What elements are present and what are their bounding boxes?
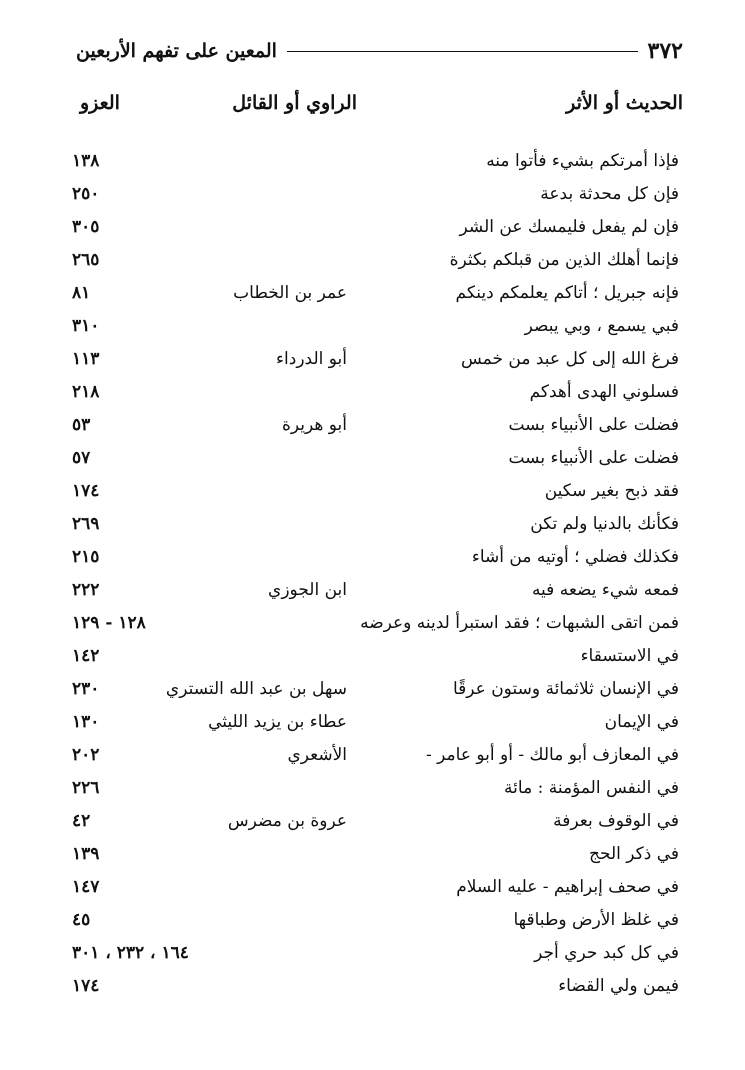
page-reference: ٨١ [72,283,91,303]
page-reference: ٢٢٢ [72,580,100,600]
table-row [0,839,745,872]
narrator-name: الأشعري [287,745,347,765]
hadith-text: فإن كل محدثة بدعة [540,184,679,204]
table-row [0,344,745,377]
table-row [0,938,745,971]
hadith-text: في الوقوف بعرفة [553,811,679,831]
page-reference: ١٦٤ ، ٢٣٢ ، ٣٠١ [72,943,189,963]
table-row [0,971,745,1004]
column-header-text: الحديث أو الأثر [566,92,683,114]
hadith-text: في كل كبد حري أجر [534,943,679,963]
narrator-name: أبو الدرداء [276,349,347,369]
page-reference: ٢١٨ [72,382,100,402]
hadith-text: فمن اتقى الشبهات ؛ فقد استبرأ لدينه وعرضه [360,613,679,633]
hadith-text: فكذلك فضلي ؛ أوتيه من أشاء [471,547,679,567]
page-reference: ٢٠٢ [72,745,100,765]
hadith-text: في ذكر الحج [589,844,679,864]
table-row [0,509,745,542]
page-reference: ١٣٩ [72,844,100,864]
hadith-text: فمعه شيء يضعه فيه [531,580,679,600]
hadith-text: فرغ الله إلى كل عبد من خمس [460,349,679,369]
narrator-name: عطاء بن يزيد الليثي [208,712,347,732]
table-row [0,443,745,476]
hadith-text: فقد ذبح بغير سكين [544,481,679,501]
hadith-text: في المعازف أبو مالك - أو أبو عامر - [426,745,679,765]
hadith-text: فإنما أهلك الذين من قبلكم بكثرة [449,250,679,270]
table-row [0,707,745,740]
hadith-text: في النفس المؤمنة : مائة [504,778,679,798]
table-row [0,575,745,608]
page-reference: ٥٣ [72,415,91,435]
table-row [0,740,745,773]
narrator-name: أبو هريرة [281,415,347,435]
table-row [0,212,745,245]
table-row [0,245,745,278]
hadith-text: في الإيمان [604,712,679,732]
hadith-text: فإن لم يفعل فليمسك عن الشر [459,217,679,237]
table-row [0,641,745,674]
table-row [0,377,745,410]
hadith-text: في الاستسقاء [580,646,679,666]
index-table [0,146,745,1004]
header-rule [287,51,638,52]
page-reference: ٢٦٩ [72,514,100,534]
page-reference: ٢١٥ [72,547,100,567]
page-reference: ١٧٤ [72,481,100,501]
page-reference: ٢٢٦ [72,778,100,798]
page-reference: ٢٦٥ [72,250,100,270]
page-reference: ٥٧ [72,448,91,468]
page-reference: ١٤٧ [72,877,100,897]
page-reference: ١١٣ [72,349,100,369]
hadith-text: فضلت على الأنبياء بست [508,415,679,435]
page-reference: ١٣٠ [72,712,100,732]
table-row [0,674,745,707]
page-reference: ٤٥ [72,910,91,930]
narrator-name: عروة بن مضرس [227,811,347,831]
page-reference: ٣١٠ [72,316,100,336]
page-reference: ٢٥٠ [72,184,100,204]
table-row [0,476,745,509]
column-headers [0,92,745,126]
hadith-text: فضلت على الأنبياء بست [508,448,679,468]
table-row [0,905,745,938]
table-row [0,542,745,575]
column-header-narrator: الراوي أو القائل [232,92,357,114]
hadith-text: فسلوني الهدى أهدكم [529,382,679,402]
hadith-text: فيمن ولي القضاء [558,976,679,996]
hadith-text: في الإنسان ثلاثمائة وستون عرقًا [452,679,679,699]
book-title: المعين على تفهم الأربعين [76,40,277,62]
hadith-text: فإذا أمرتكم بشيء فأتوا منه [486,151,679,171]
table-row [0,311,745,344]
narrator-name: سهل بن عبد الله التستري [165,679,347,699]
column-header-reference: العزو [80,92,120,114]
page-number: ٣٧٢ [647,38,683,64]
table-row [0,773,745,806]
hadith-text: في غلظ الأرض وطباقها [513,910,679,930]
table-row [0,806,745,839]
narrator-name: عمر بن الخطاب [233,283,347,303]
page-reference: ١٢٨ - ١٢٩ [72,613,146,633]
page-reference: ١٤٢ [72,646,100,666]
page-reference: ٣٠٥ [72,217,100,237]
page-reference: ٢٣٠ [72,679,100,699]
page-reference: ١٧٤ [72,976,100,996]
table-row [0,278,745,311]
table-row [0,179,745,212]
page-reference: ٤٢ [72,811,91,831]
table-row [0,608,745,641]
hadith-text: فإنه جبريل ؛ أتاكم يعلمكم دينكم [455,283,679,303]
running-header [76,34,683,68]
page-reference: ١٣٨ [72,151,100,171]
hadith-text: في صحف إبراهيم - عليه السلام [456,877,679,897]
table-row [0,410,745,443]
hadith-text: فكأنك بالدنيا ولم تكن [530,514,679,534]
table-row [0,146,745,179]
hadith-text: فبي يسمع ، وبي يبصر [524,316,679,336]
narrator-name: ابن الجوزي [268,580,347,600]
table-row [0,872,745,905]
